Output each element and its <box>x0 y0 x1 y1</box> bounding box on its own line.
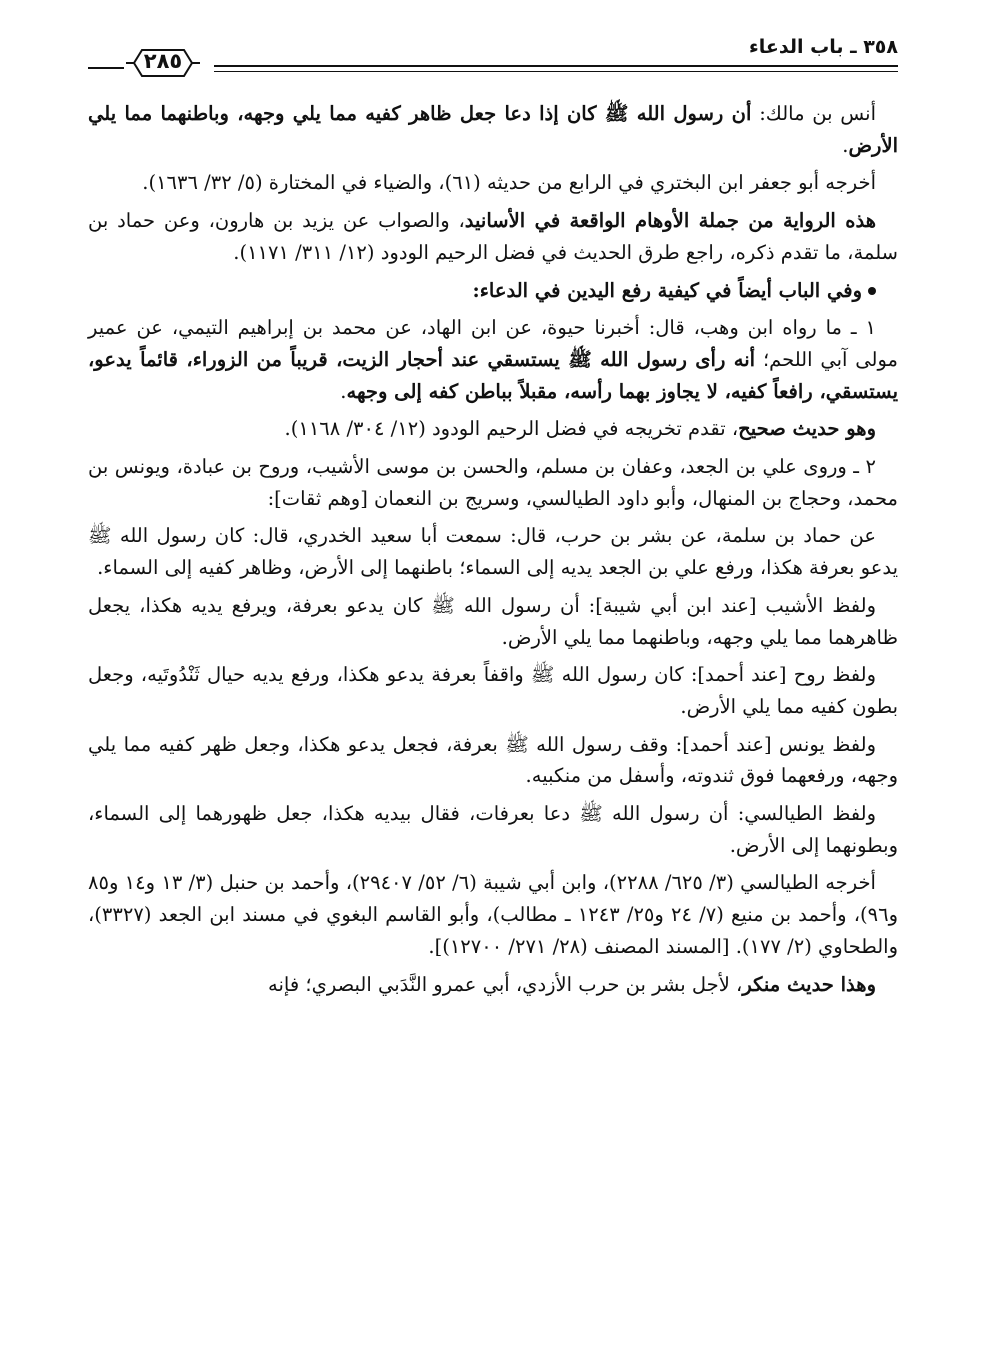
text-run: ، لأجل بشر بن حرب الأزدي، أبي عمرو النَّدَبي البصري؛ فإنه <box>268 972 743 996</box>
paragraph <box>88 798 898 861</box>
paragraph <box>88 167 898 199</box>
paragraph <box>88 969 898 1001</box>
bullet-icon <box>868 287 876 295</box>
bold-text: أنه رأى رسول الله ﷺ يستسقي عند أحجار الزيت، قريباً من الزوراء، قائماً يدعو، يستسقي، رافعاً كفيه، لا يجاوز بهما رأسه، مقبلاً بباطن كفه إلى وجهه <box>88 347 898 403</box>
text-run: أخرجه الطيالسي (٣/ ٦٢٥/ ٢٢٨٨)، وابن أبي شيبة (٦/ ٥٢/ ٢٩٤٠٧)، وأحمد بن حنبل (٣/ ١٣ و١٤ و٨٥ و٩٦)، وأحمد بن منيع (٧/ ٢٤ و٢٥/ ١٢٤٣ ـ مطالب)، وأبو القاسم البغوي في مسند ابن الجعد (٣٣٢٧)، والطحاوي (٢/ ١٧٧). [المسند المصنف (٢٨/ ٢٧١/ ١٢٧٠٠)]. <box>88 871 898 958</box>
text-run: . <box>842 133 849 157</box>
running-title: ٣٥٨ ـ باب الدعاء <box>749 36 898 58</box>
paragraph <box>88 275 898 307</box>
header-rule-left <box>88 67 124 69</box>
paragraph <box>88 867 898 962</box>
text-run: . <box>340 379 347 403</box>
bold-text: وهذا حديث منكر <box>742 972 876 996</box>
paragraph <box>88 520 898 583</box>
page-header <box>88 30 898 82</box>
text-run: أنس بن مالك: <box>751 102 877 125</box>
paragraph <box>88 413 898 445</box>
text-run: ١ ـ ما رواه ابن وهب، قال: أخبرنا حيوة، عن ابن الهاد، عن محمد بن إبراهيم التيمي، عن عمير مولى آبي اللحم؛ <box>88 316 898 371</box>
paragraph <box>88 729 898 792</box>
body-text <box>88 98 898 1006</box>
paragraph <box>88 312 898 407</box>
paragraph <box>88 590 898 653</box>
text-run: ولفظ يونس [عند أحمد]: وقف رسول الله ﷺ بعرفة، فجعل يدعو هكذا، وجعل ظهر كفيه مما يلي وجهه، ورفعهما فوق ثندوته، وأسفل من منكبيه. <box>88 732 898 788</box>
bold-text: وهو حديث صحيح <box>738 417 876 441</box>
header-rule-thin <box>214 71 898 72</box>
paragraph <box>88 659 898 722</box>
paragraph <box>88 98 898 161</box>
text-run: أخرجه أبو جعفر ابن البختري في الرابع من حديثه (٦١)، والضياء في المختارة (٥/ ٣٢/ ١٦٣٦). <box>142 171 876 195</box>
paragraph <box>88 205 898 268</box>
header-rule <box>214 65 898 67</box>
text-run: ، والصواب عن يزيد بن هارون، وعن حماد بن سلمة، ما تقدم ذكره، راجع طرق الحديث في فضل الرحيم الودود (١٢/ ٣١١/ ١١٧١). <box>88 209 898 264</box>
text-run: عن حماد بن سلمة، عن بشر بن حرب، قال: سمعت أبا سعيد الخدري، قال: كان رسول الله ﷺ يدعو بعرفة هكذا، ورفع علي بن الجعد يديه إلى السماء؛ باطنهما إلى الأرض، وظاهر كفيه إلى السماء. <box>88 524 898 580</box>
bold-text: هذه الرواية من جملة الأوهام الواقعة في الأسانيد <box>464 209 876 233</box>
bold-text: وفي الباب أيضاً في كيفية رفع اليدين في الدعاء: <box>472 278 862 302</box>
text-run: ولفظ روح [عند أحمد]: كان رسول الله ﷺ واقفاً بعرفة يدعو هكذا، ورفع يديه حيال ثَنْدُوتَيه، وجعل بطون كفيه مما يلي الأرض. <box>88 663 898 718</box>
page-number: ٢٨٥ <box>143 49 183 73</box>
page-number-frame <box>126 46 200 80</box>
text-run: ، تقدم تخريجه في فضل الرحيم الودود (١٢/ ٣٠٤/ ١١٦٨). <box>284 417 739 441</box>
text-run: ولفظ الطيالسي: أن رسول الله ﷺ دعا بعرفات، فقال بيديه هكذا، جعل ظهورهما إلى السماء، وبطونهما إلى الأرض. <box>88 802 898 857</box>
bold-text: أن رسول الله ﷺ كان إذا دعا جعل ظاهر كفيه مما يلي وجهه، وباطنهما مما يلي الأرض <box>88 102 898 157</box>
text-run: ٢ ـ وروى علي بن الجعد، وعفان بن مسلم، والحسن بن موسى الأشيب، وروح بن عبادة، ويونس بن محمد، وحجاج بن المنهال، وأبو داود الطيالسي، وسريج بن النعمان [وهم ثقات]: <box>88 455 898 510</box>
paragraph <box>88 451 898 514</box>
text-run: ولفظ الأشيب [عند ابن أبي شيبة]: أن رسول الله ﷺ كان يدعو بعرفة، ويرفع يديه هكذا، يجعل ظاهرهما مما يلي وجهه، وباطنهما مما يلي الأرض. <box>88 593 898 649</box>
